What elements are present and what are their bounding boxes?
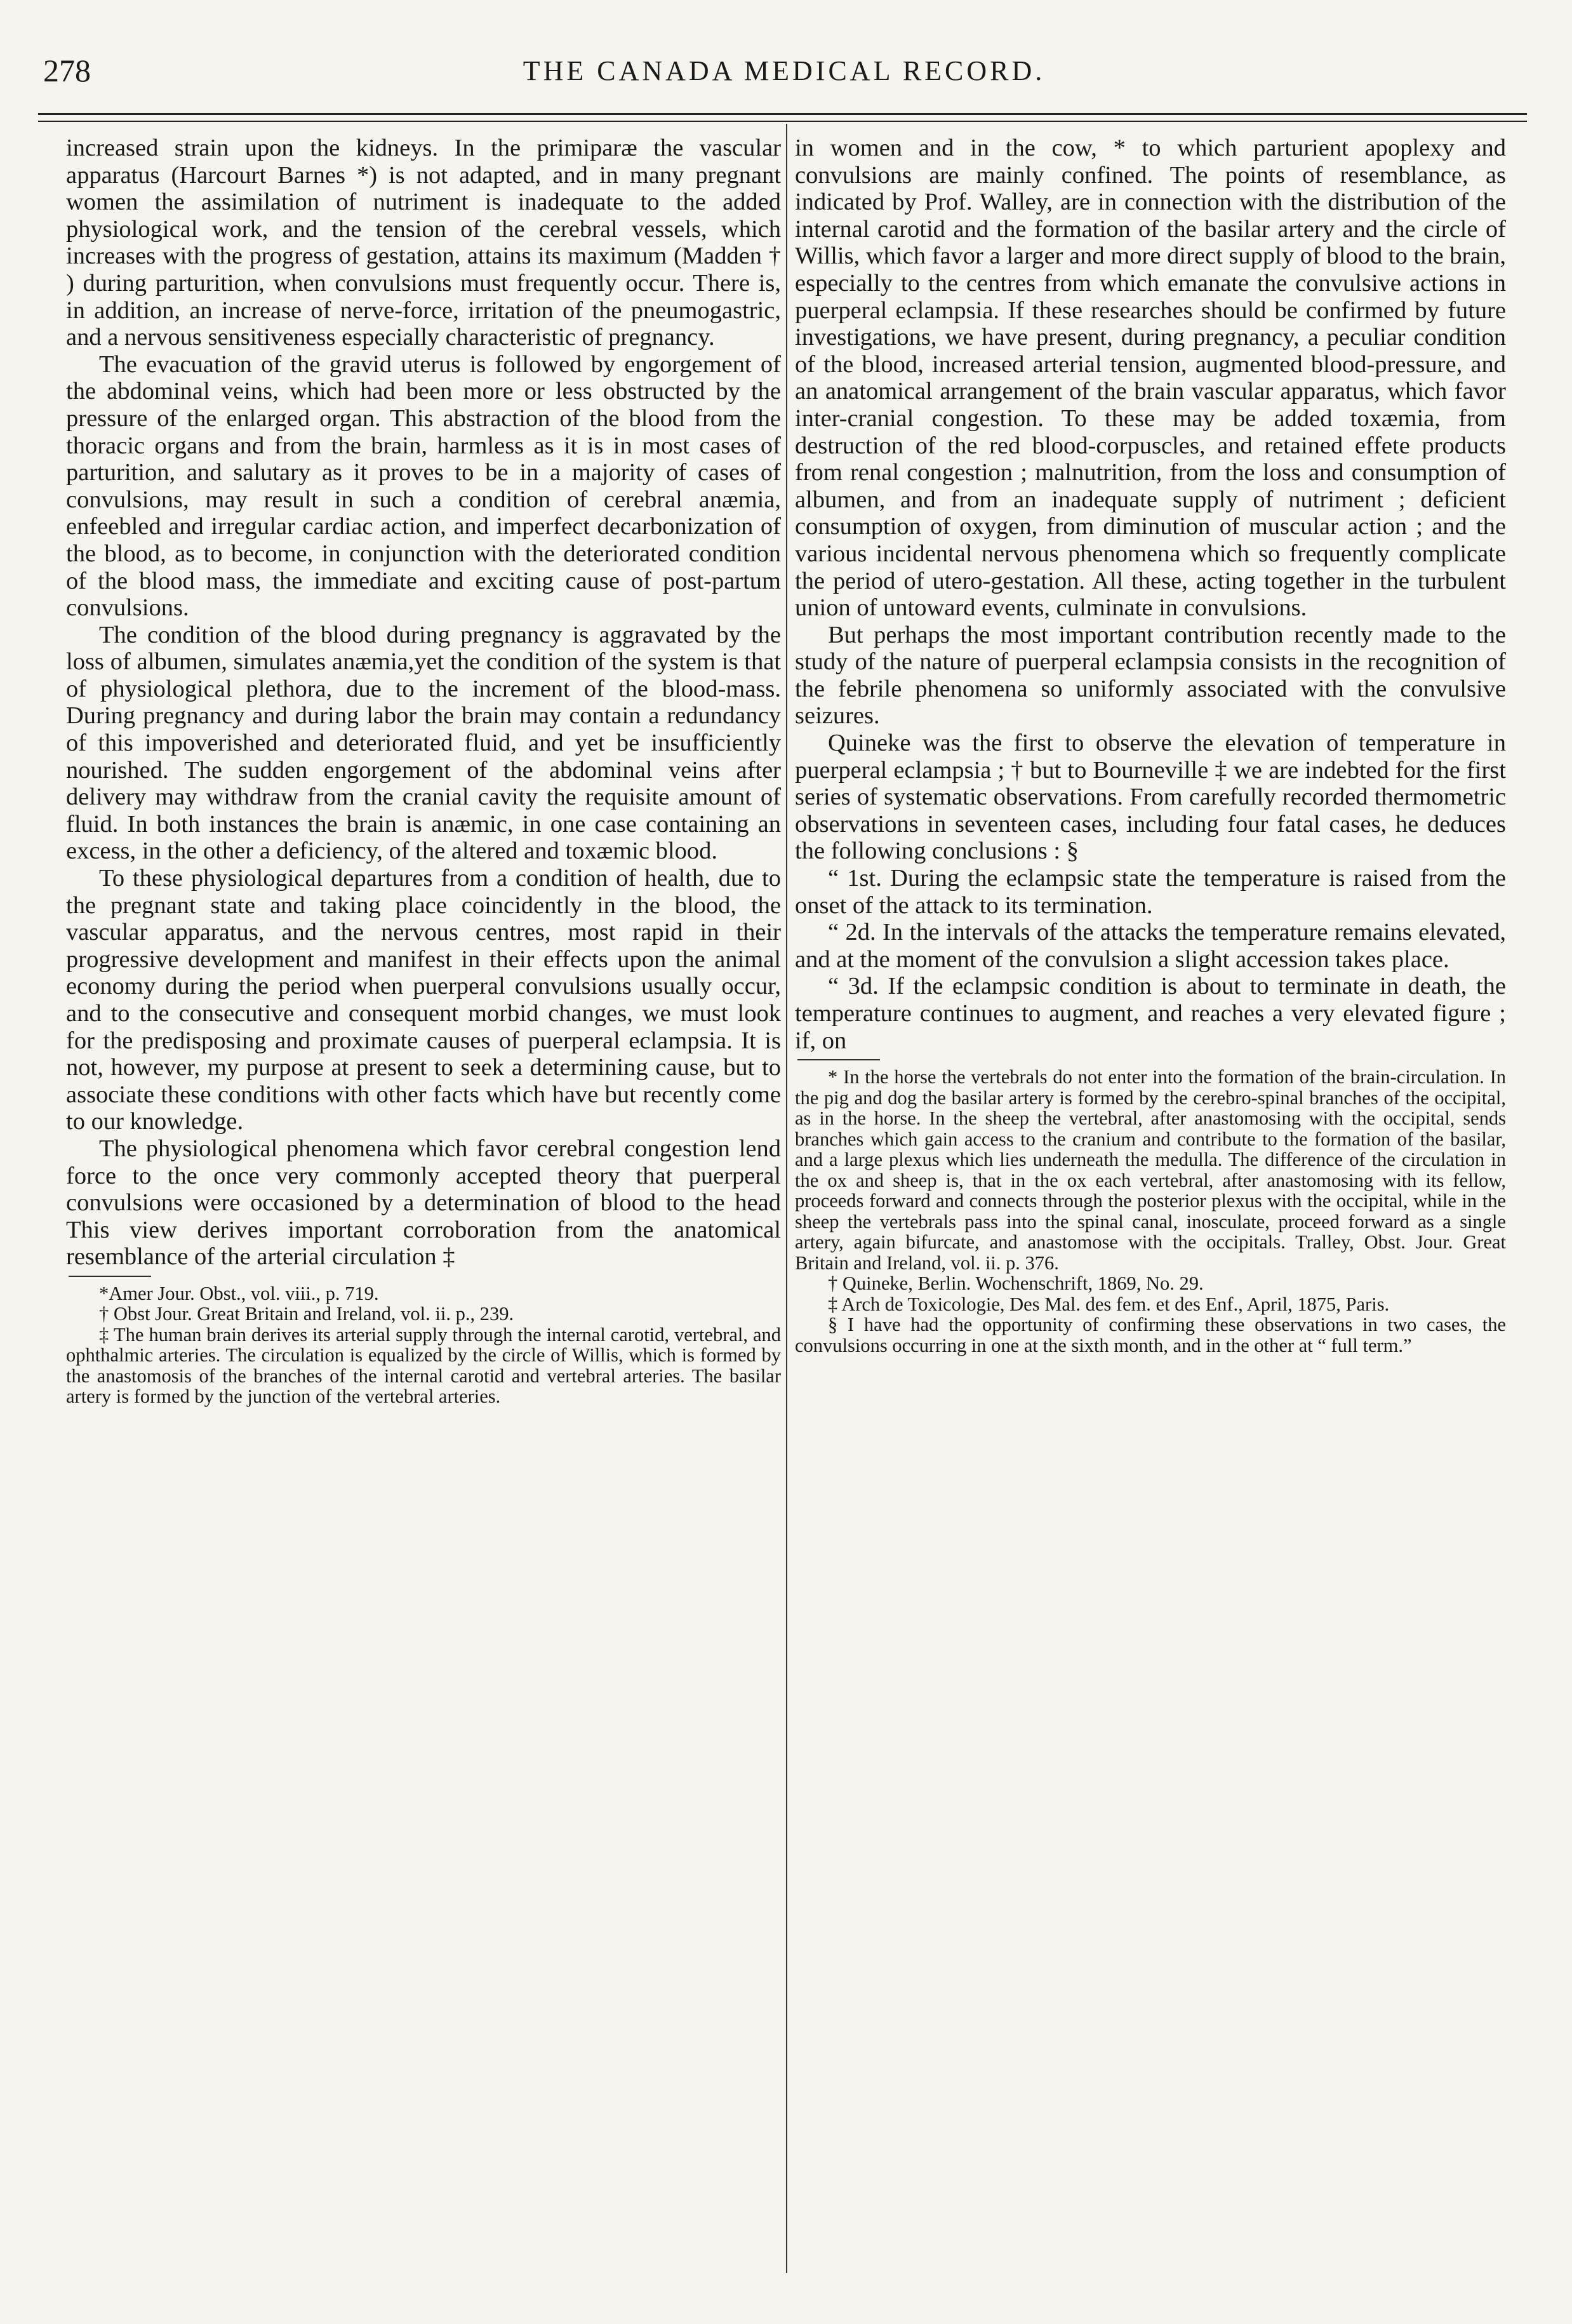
paragraph: To these physiological departures from a condition of health, due to the pregnant state and taking place coincidently in the blood, the vascular apparatus, and the nervous centres, most rapid in their progressive development and manifest in their effects upon the animal economy during the period when puerperal convulsions usually occur, and to the consecutive and consequent morbid changes, we must look for the predisposing and proximate causes of puerperal eclampsia. It is not, however, my purpose at present to seek a determining cause, but to associate these conditions with other facts which have but recently come to our knowledge. <box>66 865 781 1135</box>
right-body <box>795 135 1506 1054</box>
right-footnotes <box>795 1067 1506 1356</box>
footnote-rule <box>797 1059 880 1060</box>
left-body <box>66 135 781 1271</box>
header-rule <box>38 113 1527 115</box>
right-column <box>795 135 1506 2287</box>
footnote: *Amer Jour. Obst., vol. viii., p. 719. <box>99 1282 379 1304</box>
left-footnotes <box>66 1283 781 1407</box>
footnote: § I have had the opportunity of confirming these observations in two cases, the convulsions occurring in one at the sixth month, and in the other at “ full term.” <box>795 1314 1506 1356</box>
paragraph: Quineke was the first to observe the elevation of temperature in puerperal eclampsia ; † but to Bourneville ‡ we are indebted for the first series of systematic observations. From carefully recorded thermometric observations in seventeen cases, including four fatal cases, he deduces the following conclusions : § <box>795 730 1506 865</box>
footnote: * In the horse the vertebrals do not enter into the formation of the brain-circulation. In the pig and dog the basilar artery is formed by the cerebro-spinal branches of the occipital, as in the horse. In the sheep the vertebral, after anastomosing with the occipital, sends branches which gain access to the cranium and contribute to the formation of the basilar, and a large plexus which lies underneath the medulla. The difference of the circulation in the ox and sheep is, that in the ox each vertebral, after anastomosing with its fellow, proceeds forward and connects through the posterior plexus with the occipital, while in the sheep the vertebrals pass into the spinal canal, inosculate, proceed forward as a single artery, again bifurcate, and anastomose with the occipitals. Tralley, Obst. Jour. Great Britain and Ireland, vol. ii. p. 376. <box>795 1066 1506 1274</box>
paragraph: “ 1st. During the eclampsic state the temperature is raised from the onset of the attack to its termination. <box>795 865 1506 919</box>
paragraph: But perhaps the most important contribution recently made to the study of the nature of puerperal eclampsia consists in the recognition of the febrile phenomena so uniformly associated with the convulsive seizures. <box>795 621 1506 730</box>
footnote: † Quineke, Berlin. Wochenschrift, 1869, No. 29. <box>828 1272 1204 1295</box>
footnote: ‡ Arch de Toxicologie, Des Mal. des fem. et des Enf., April, 1875, Paris. <box>828 1293 1390 1315</box>
footnote: ‡ The human brain derives its arterial supply through the internal carotid, vertebral, and ophthalmic arteries. The circulation is equalized by the circle of Willis, which is formed by the anastomosis of the branches of the internal carotid and vertebral arteries. The basilar artery is formed by the junction of the vertebral arteries. <box>66 1323 781 1408</box>
left-column <box>66 135 781 2287</box>
paragraph: The condition of the blood during pregnancy is aggravated by the loss of albumen, simulates anæmia,yet the condition of the system is that of physiological plethora, due to the increment of the blood-mass. During pregnancy and during labor the brain may contain a redundancy of this impoverished and deteriorated fluid, and yet be insufficiently nourished. The sudden engorgement of the abdominal veins after delivery may withdraw from the cranial cavity the requisite amount of fluid. In both instances the brain is anæmic, in one case containing an excess, in the other a deficiency, of the altered and toxæmic blood. <box>66 621 781 865</box>
paragraph: The physiological phenomena which favor cerebral congestion lend force to the once very commonly accepted theory that puerperal convulsions were occasioned by a determination of blood to the head This view derives important corroboration from the anatomical resemblance of the arterial circulation ‡ <box>66 1135 781 1271</box>
paragraph: “ 2d. In the intervals of the attacks the temperature remains elevated, and at the moment of the convulsion a slight accession takes place. <box>795 919 1506 973</box>
footnote-rule <box>69 1276 151 1277</box>
paragraph: in women and in the cow, * to which parturient apoplexy and convulsions are mainly confined. The points of resemblance, as indicated by Prof. Walley, are in connection with the distribution of the internal carotid and the formation of the basilar artery and the circle of Willis, which favor a larger and more direct supply of blood to the brain, especially to the centres from which emanate the convulsive actions in puerperal eclampsia. If these researches should be confirmed by future investigations, we have present, during pregnancy, a peculiar condition of the blood, increased arterial tension, augmented blood-pressure, and an anatomical arrangement of the brain vascular apparatus, which favor inter-cranial congestion. To these may be added toxæmia, from destruction of the red blood-corpuscles, and retained effete products from renal congestion ; malnutrition, from the loss and consumption of albumen, and from an inadequate supply of nutriment ; deficient consumption of oxygen, from diminution of muscular action ; and the various incidental nervous phenomena which so frequently complicate the period of utero-gestation. All these, acting together in the turbulent union of untoward events, culminate in convulsions. <box>795 135 1506 622</box>
paragraph: increased strain upon the kidneys. In the primiparæ the vascular apparatus (Harcourt Barnes *) is not adapted, and in many pregnant women the assimilation of nutriment is inadequate to the added physiological work, and the tension of the cerebral vessels, which increases with the progress of gestation, attains its maximum (Madden † ) during parturition, when convulsions must frequently occur. There is, in addition, an increase of nerve-force, irritation of the pneumogastric, and a nervous sensitiveness especially characteristic of pregnancy. <box>66 135 781 351</box>
paragraph: “ 3d. If the eclampsic condition is about to terminate in death, the temperature continues to augment, and reaches a very elevated figure ; if, on <box>795 973 1506 1054</box>
page-header <box>38 46 1530 97</box>
footnote: † Obst Jour. Great Britain and Ireland, vol. ii. p., 239. <box>99 1303 514 1325</box>
page-number: 278 <box>43 53 91 88</box>
column-divider <box>786 124 787 2273</box>
running-title: THE CANADA MEDICAL RECORD. <box>523 55 1046 86</box>
header-rule-secondary <box>38 121 1527 122</box>
paragraph: The evacuation of the gravid uterus is followed by engorgement of the abdominal veins, which had been more or less obstructed by the pressure of the enlarged organ. This abstraction of the blood from the thoracic organs and from the brain, harmless as it is in most cases of parturition, and salutary as it proves to be in a majority of cases of convulsions, may result in such a condition of cerebral anæmia, enfeebled and irregular cardiac action, and imperfect decarbonization of the blood, as to become, in conjunction with the deteriorated condition of the blood mass, the immediate and exciting cause of post-partum convulsions. <box>66 351 781 622</box>
